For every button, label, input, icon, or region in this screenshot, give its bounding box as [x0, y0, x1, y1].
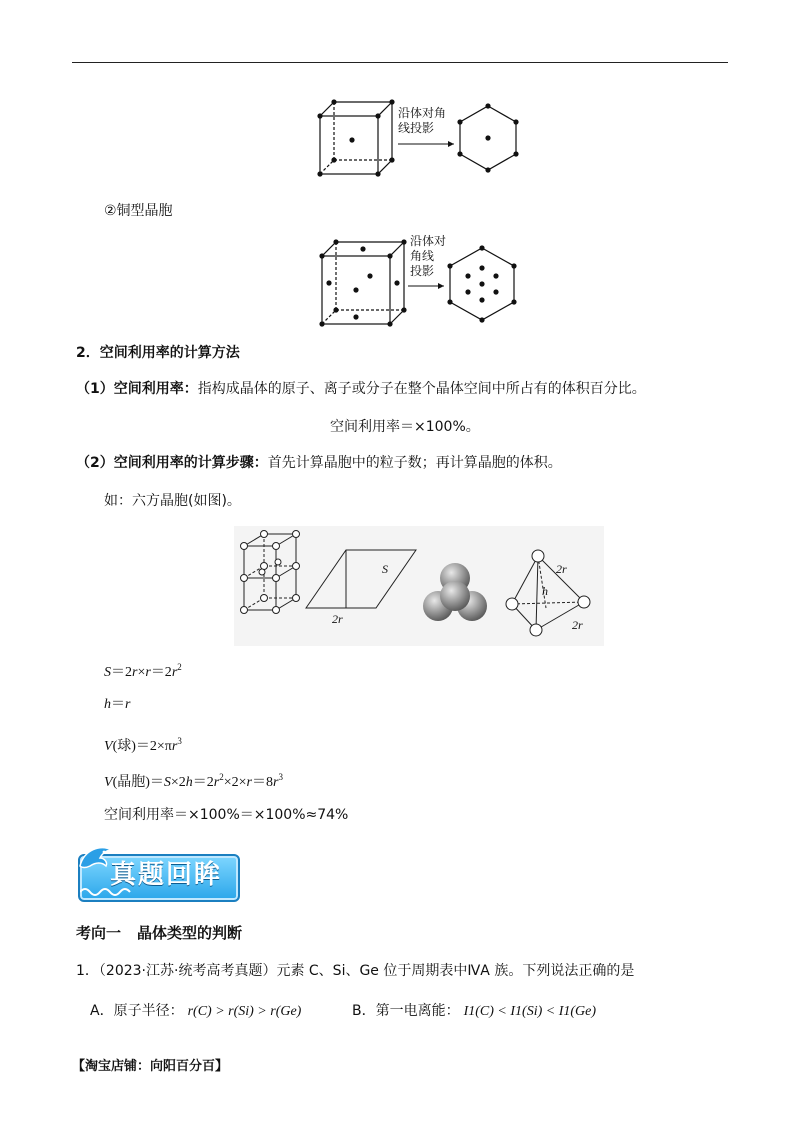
fcc-projection-figure [316, 236, 526, 328]
bcc-projection-figure [312, 98, 522, 180]
header-rule [72, 62, 728, 63]
hexagonal-cell-figure [234, 526, 604, 646]
eq4-sup1: 2 [219, 772, 224, 782]
eq1-r1: r [132, 665, 138, 680]
projection-label-1: 沿体对角 线投影 [398, 106, 447, 135]
item-copper-cell: ②铜型晶胞 [104, 203, 173, 219]
eq1-eq-2: ＝2 [111, 665, 132, 680]
eq4-r3: r [273, 775, 279, 790]
label-2r-side: 2r [572, 618, 583, 632]
eq1-S: S [104, 665, 111, 680]
option-A[interactable] [90, 1002, 301, 1021]
direction-1 [76, 924, 242, 942]
hexagonal-cell-diagram [234, 526, 604, 646]
footer-shop: 【淘宝店铺：向阳百分百】 [72, 1059, 229, 1074]
section-badge [76, 840, 238, 902]
eq3-sup: 3 [177, 736, 182, 746]
eq1-r2: r [145, 665, 151, 680]
eq4-cell: (晶胞)＝ [112, 775, 164, 790]
equation-4 [104, 768, 283, 792]
eq1-eq-2b: ＝2 [150, 665, 172, 680]
eq4-sup2: 3 [278, 772, 283, 782]
direction-1-title: 晶体类型的判断 [137, 924, 243, 942]
option-B-label: B．第一电离能： [352, 1003, 460, 1019]
question-1 [76, 962, 634, 980]
point-1 [76, 380, 646, 398]
direction-1-label: 考向一 [76, 924, 122, 942]
question-1-number: 1． [76, 963, 99, 979]
eq3-r: r [171, 739, 178, 754]
equation-3 [104, 732, 182, 756]
equation-1 [104, 658, 182, 682]
option-B-formula: I1(C) < I1(Si) < I1(Ge) [463, 1004, 597, 1019]
option-A-formula: r(C) > r(Si) > r(Ge) [187, 1004, 302, 1019]
section-2-title: 2．空间利用率的计算方法 [76, 345, 240, 361]
option-A-label: A．原子半径： [90, 1003, 184, 1019]
badge-label: 真题回眸 [110, 860, 223, 890]
label-2r-base: 2r [332, 612, 343, 626]
projection-label-2: 沿体对 角线 投影 [410, 234, 447, 278]
eq2-r: r [125, 697, 131, 712]
eq4-V: V [104, 775, 113, 790]
eq4-x2: ×2 [170, 775, 186, 790]
eq4-eq2: ＝2 [192, 775, 214, 790]
eq2-eq: ＝ [111, 697, 125, 712]
point-1-text: 指构成晶体的原子、离子或分子在整个晶体空间中所占有的体积百分比。 [197, 381, 646, 397]
formula-main: 空间利用率＝×100%。 [330, 419, 480, 435]
example-text: 如：六方晶胞(如图)。 [104, 493, 241, 509]
eq4-r1: r [213, 775, 220, 790]
eq4-x2x: ×2× [223, 775, 247, 790]
eq4-r2: r [246, 775, 252, 790]
equation-2 [104, 696, 130, 714]
option-B[interactable] [352, 1002, 596, 1021]
question-1-source: （2023·江苏·统考高考真题） [98, 963, 277, 979]
eq4-S: S [163, 775, 171, 790]
eq1-sup: 2 [177, 662, 182, 672]
point-2 [76, 454, 562, 472]
point-1-label: （1）空间利用率： [76, 381, 198, 397]
equation-5: 空间利用率＝×100%＝×100%≈74% [104, 807, 349, 823]
eq2-h: h [104, 697, 111, 712]
eq3-V: V [104, 739, 113, 754]
label-2r-top: 2r [556, 562, 567, 576]
eq3-body: (球)＝2×π [112, 739, 172, 754]
question-1-text: 元素 C、Si、Ge 位于周期表中ⅣA 族。下列说法正确的是 [276, 963, 635, 979]
eq4-eq8: ＝8 [252, 775, 273, 790]
eq4-h: h [185, 775, 193, 790]
eq1-times: × [137, 665, 146, 680]
label-S: S [382, 562, 388, 576]
point-2-label: （2）空间利用率的计算步骤： [76, 455, 268, 471]
point-2-text: 首先计算晶胞中的粒子数；再计算晶胞的体积。 [267, 455, 562, 471]
label-h: h [542, 584, 548, 598]
eq1-r3: r [171, 665, 178, 680]
